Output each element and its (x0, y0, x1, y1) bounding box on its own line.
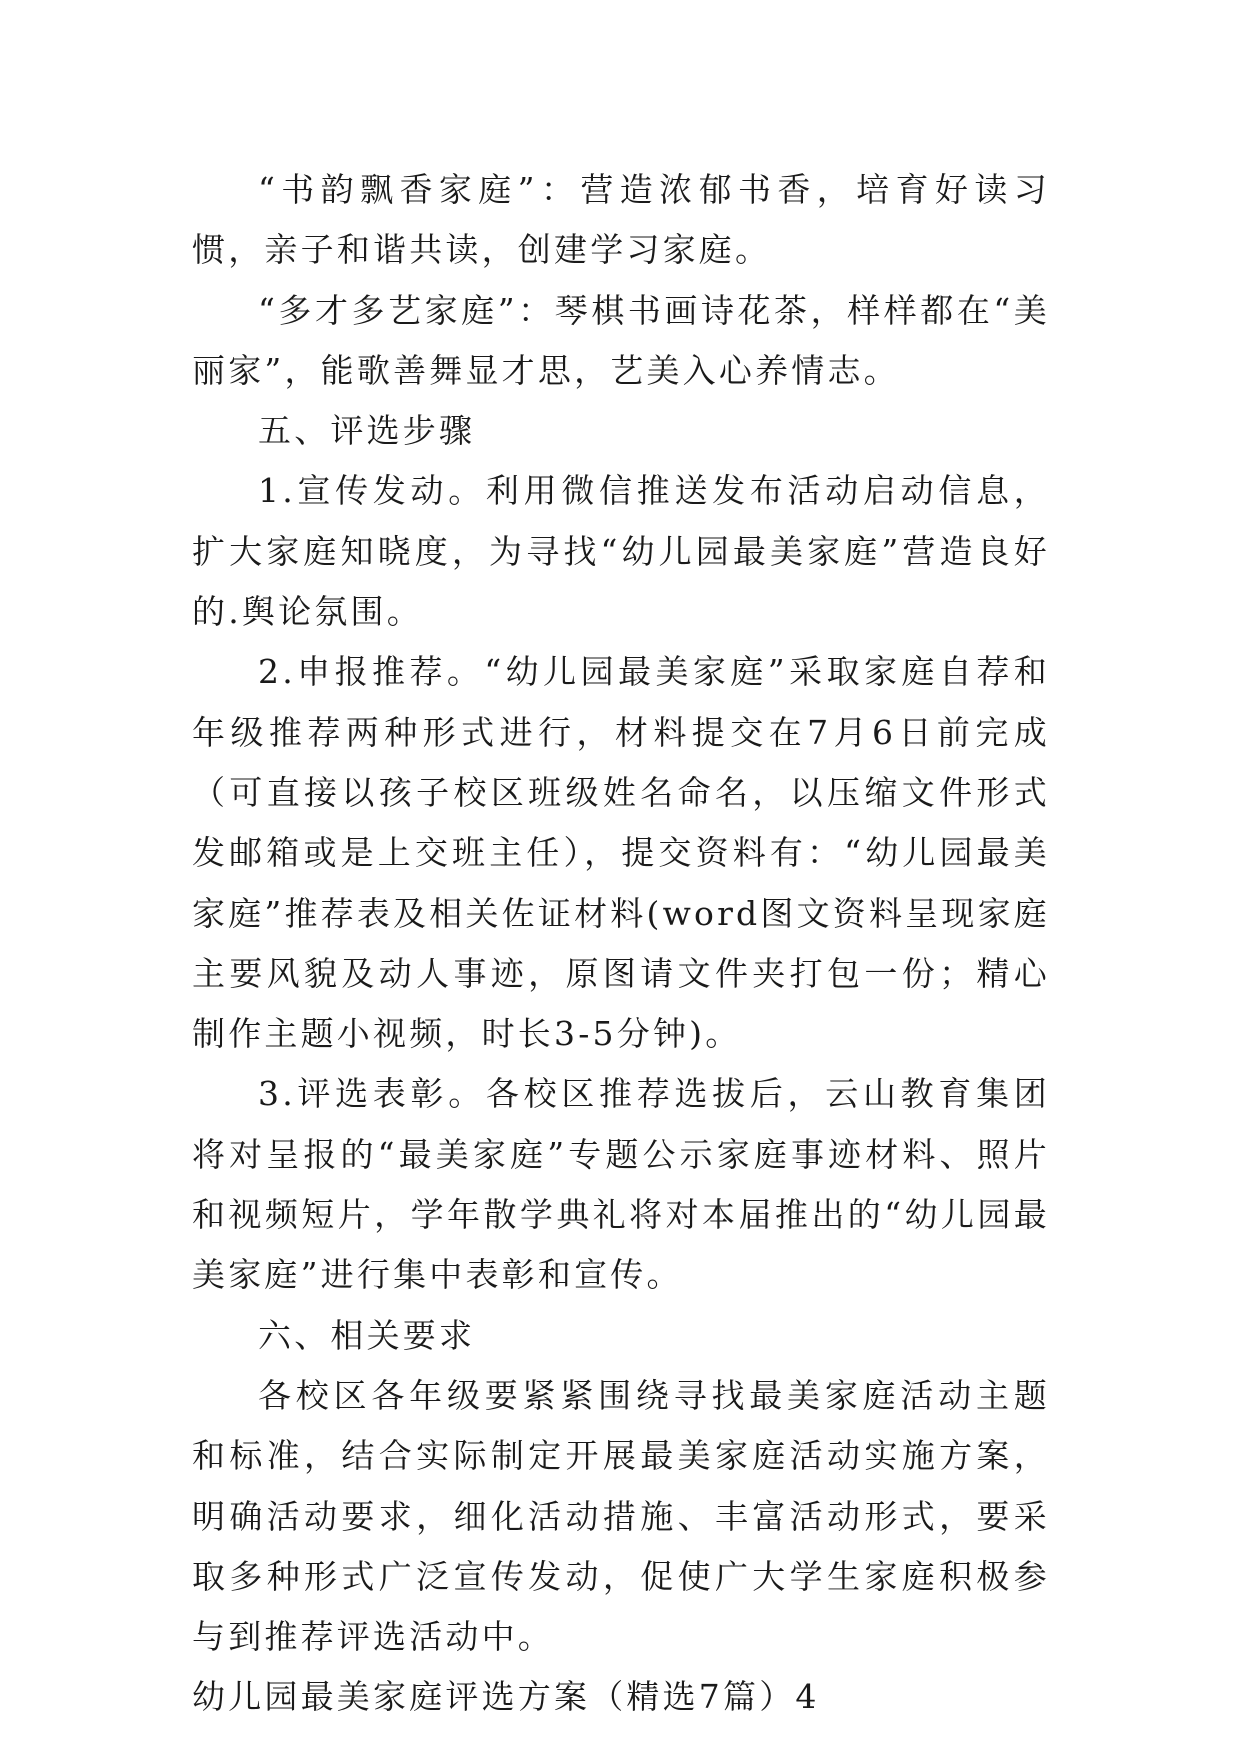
paragraph-step-commendation: 3.评选表彰。各校区推荐选拔后，云山教育集团将对呈报的“最美家庭”专题公示家庭事迹材料、照片和视频短片，学年散学典礼将对本届推出的“幼儿园最美家庭”进行集中表彰和宣传。 (192, 1074, 1050, 1295)
section-heading-requirements: 六、相关要求 (258, 1315, 476, 1355)
document-body (192, 160, 1050, 1728)
paragraph-step-recommendation: 2.申报推荐。“幼儿园最美家庭”采取家庭自荐和年级推荐两种形式进行，材料提交在7月6日前完成（可直接以孩子校区班级姓名命名，以压缩文件形式发邮箱或是上交班主任），提交资料有：“幼儿园最美家庭”推荐表及相关佐证材料(word图文资料呈现家庭主要风貌及动人事迹，原图请文件夹打包一份；精心制作主题小视频，时长3-5分钟)。 (192, 652, 1050, 1054)
paragraph-talent-family: “多才多艺家庭”：琴棋书画诗花茶，样样都在“美丽家”，能歌善舞显才思，艺美入心养情志。 (192, 290, 1050, 390)
paragraph-step-publicity: 1.宣传发动。利用微信推送发布活动启动信息，扩大家庭知晓度，为寻找“幼儿园最美家庭”营造良好的.舆论氛围。 (192, 471, 1050, 632)
section-heading-selection-steps: 五、评选步骤 (258, 411, 476, 451)
next-article-title: 幼儿园最美家庭评选方案（精选7篇）4 (192, 1677, 820, 1717)
paragraph-requirements: 各校区各年级要紧紧围绕寻找最美家庭活动主题和标准，结合实际制定开展最美家庭活动实施方案，明确活动要求，细化活动措施、丰富活动形式，要采取多种形式广泛宣传发动，促使广大学生家庭积极参与到推荐评选活动中。 (192, 1375, 1050, 1657)
paragraph-book-family: “书韵飘香家庭”：营造浓郁书香，培育好读习惯，亲子和谐共读，创建学习家庭。 (192, 170, 1050, 270)
